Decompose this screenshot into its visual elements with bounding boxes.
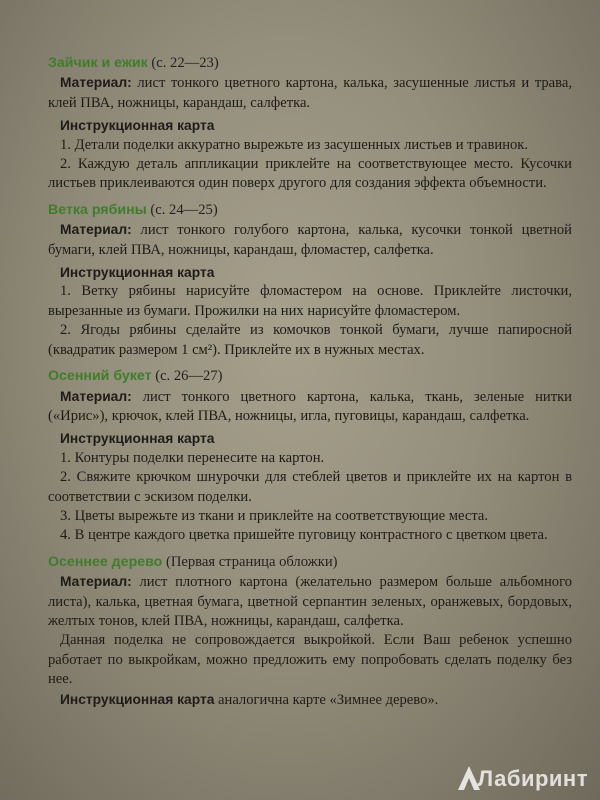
final-bold: Инструкционная карта <box>60 691 215 707</box>
step-paragraph: 1. Ветку рябины нарисуйте фломастером на основе. Приклейте листочки, вырезанные из бумаги. Прожилки на них нарисуйте фломастером. <box>48 283 572 319</box>
section-osenniy-buket <box>48 367 572 546</box>
section-pages: (с. 22—23) <box>151 55 219 71</box>
material-label: Материал: <box>60 388 132 404</box>
section-title <box>48 201 572 220</box>
watermark-text: Лабиринт <box>477 766 588 791</box>
card-heading: Инструкционная карта <box>60 118 215 134</box>
section-title <box>48 553 572 572</box>
step-paragraph: 2. Каждую деталь аппликации приклейте на соответствующее место. Кусочки листьев приклеиваются один поверх другого для создания эффекта объемности. <box>48 156 572 192</box>
material-text: лист тонкого цветного картона, калька, ткань, зеленые нитки («Ирис»), крючок, клей ПВА, ножницы, игла, пуговицы, карандаш, салфетка. <box>48 388 572 424</box>
material-label: Материал: <box>60 574 132 590</box>
step-paragraph: 2. Свяжите крючком шнурочки для стеблей цветов и приклейте их на картон в соответствии с эскизом поделки. <box>48 469 572 505</box>
material-paragraph <box>48 572 572 631</box>
card-heading: Инструкционная карта <box>60 265 215 281</box>
material-text: лист плотного картона (желательно размером больше альбомного листа), калька, цветная бумага, цветной серпантин зеленых, оранжевых, бордовых, желтых тонов, клей ПВА, ножницы, карандаш, салфетка. <box>48 574 572 629</box>
section-name: Осеннее дерево <box>48 553 163 570</box>
step-paragraph: 1. Контуры поделки перенесите на картон. <box>60 449 325 466</box>
section-name: Ветка рябины <box>48 201 147 218</box>
section-pages: (с. 26—27) <box>155 368 223 385</box>
final-text: аналогична карте «Зимнее дерево». <box>218 691 439 708</box>
material-label: Материал: <box>60 222 132 238</box>
section-vetka-ryabiny <box>48 201 572 360</box>
material-paragraph <box>48 387 572 427</box>
section-title <box>48 54 572 73</box>
step-paragraph: 1. Детали поделки аккуратно вырежьте из засушенных листьев и травинок. <box>60 136 529 153</box>
note-paragraph: Данная поделка не сопровождается выкройкой. Если Ваш ребенок успешно работает по выкройкам, можно предложить ему попробовать сделать поделку без нее. <box>48 632 572 688</box>
section-zaychik <box>48 54 572 194</box>
section-pages: (Первая страница обложки) <box>166 553 338 570</box>
section-osennee-derevo <box>48 553 572 710</box>
card-heading: Инструкционная карта <box>60 431 215 447</box>
step-paragraph: 3. Цветы вырежьте из ткани и приклейте на соответствующие места. <box>60 507 489 524</box>
document-page <box>48 54 572 717</box>
material-text: лист тонкого цветного картона, калька, засушенные листья и трава, клей ПВА, ножницы, карандаш, салфетка. <box>48 75 572 111</box>
labirint-watermark <box>456 764 588 792</box>
section-pages: (с. 24—25) <box>150 201 218 218</box>
step-paragraph: 4. В центре каждого цветка пришейте пуговицу контрастного с цветком цвета. <box>60 527 548 544</box>
material-paragraph <box>48 73 572 113</box>
material-label: Материал: <box>60 75 132 91</box>
section-name: Зайчик и ежик <box>48 55 148 71</box>
material-text: лист тонкого голубого картона, калька, кусочки тонкой цветной бумаги, клей ПВА, ножницы, карандаш, фломастер, салфетка. <box>48 222 572 258</box>
step-paragraph: 2. Ягоды рябины сделайте из комочков тонкой бумаги, лучше папиросной (квадратик размером 1 см²). Приклейте их в нужных местах. <box>48 322 572 358</box>
section-title <box>48 367 572 386</box>
section-name: Осенний букет <box>48 368 152 385</box>
material-paragraph <box>48 220 572 260</box>
final-paragraph <box>48 690 572 710</box>
